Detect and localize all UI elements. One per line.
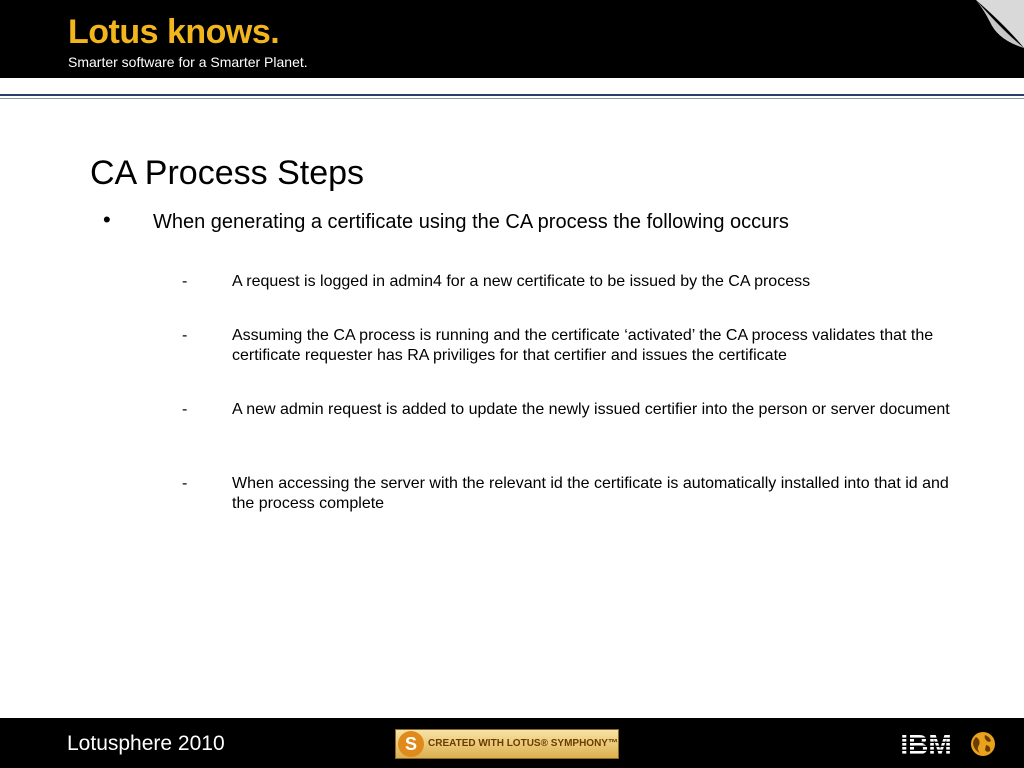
sub-bullet-text: Assuming the CA process is running and the certificate ‘activated’ the CA process validates that the certificate requester has RA priviliges for that certifier and issues the certificate bbox=[232, 327, 934, 364]
sub-bullet-dash: - bbox=[182, 327, 188, 344]
sub-bullet-text: When accessing the server with the relevant id the certificate is automatically installed into that id and the process complete bbox=[232, 475, 949, 512]
header-band bbox=[0, 0, 1024, 78]
symphony-badge-text: CREATED WITH LOTUS® SYMPHONY™ bbox=[428, 738, 618, 749]
main-bullet-text: When generating a certificate using the CA process the following occurs bbox=[153, 211, 789, 233]
brand-title: Lotus knows. bbox=[68, 13, 280, 51]
sub-bullet-dash: - bbox=[182, 475, 188, 492]
sub-bullet-text: A request is logged in admin4 for a new certificate to be issued by the CA process bbox=[232, 273, 811, 290]
bullet-dot: • bbox=[103, 207, 111, 232]
divider-rule bbox=[0, 94, 1024, 96]
symphony-badge bbox=[395, 729, 619, 759]
globe-icon bbox=[970, 731, 996, 757]
divider-rule-thin bbox=[0, 98, 1024, 99]
footer-band bbox=[0, 718, 1024, 768]
ibm-logo bbox=[886, 731, 966, 757]
sub-bullet-text: A new admin request is added to update the newly issued certifier into the person or server document bbox=[232, 401, 950, 418]
sub-bullet-dash: - bbox=[182, 401, 188, 418]
svg-text:IBM: IBM bbox=[900, 731, 952, 757]
symphony-logo-icon: S bbox=[398, 731, 424, 757]
event-name: Lotusphere 2010 bbox=[67, 732, 225, 755]
page-curl-icon bbox=[976, 0, 1024, 48]
sub-bullet-dash: - bbox=[182, 273, 188, 290]
slide-title: CA Process Steps bbox=[90, 154, 365, 192]
brand-tagline: Smarter software for a Smarter Planet. bbox=[68, 54, 308, 70]
